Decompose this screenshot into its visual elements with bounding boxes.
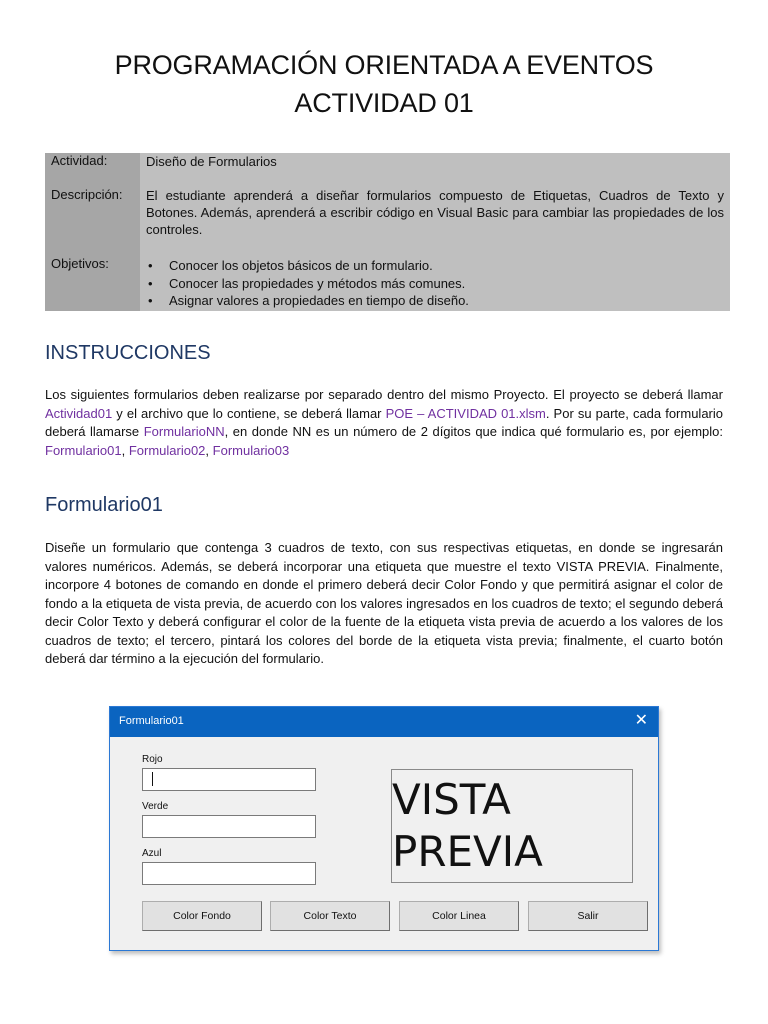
example-form-01: Formulario01 xyxy=(45,442,122,458)
close-icon[interactable]: ✕ xyxy=(634,712,648,729)
text-run: . Por su parte, cada formulario deberá llamarse xyxy=(45,405,723,439)
window-titlebar[interactable] xyxy=(110,707,658,737)
formulario01-paragraph: Diseñe un formulario que contenga 3 cuadros de texto, con sus respectivas etiquetas, en donde se ingresarán valores numéricos. Además, se deberá incorporar una etiqueta que muestre el texto VISTA PREVIA. Finalmente, incorpore 4 botones de comando en donde el primero deberá decir Color Fondo y que permitirá asignar el color de fondo a la etiqueta de vista previa, de acuerdo con los valores ingresados en los cuadros de texto; el segundo deberá decir Color Texto y deberá configurar el color de la fuente de la etiqueta vista previa de acuerdo a los valores de los cuadros de texto; el tercero, pintará los colores del borde de la etiqueta vista previa; finalmente, el cuarto botón deberá dar término a la ejecución del formulario. xyxy=(45,540,723,666)
text-run: Los siguientes formularios deben realizarse por separado dentro del mismo Proyecto. El proyecto se deberá llamar xyxy=(45,387,723,402)
text-run: , en donde NN es un número de 2 dígitos que indica qué formulario es, por ejemplo: xyxy=(224,424,723,439)
text-run: , xyxy=(205,442,213,458)
rojo-label: Rojo xyxy=(142,754,163,765)
title-line-1: PROGRAMACIÓN ORIENTADA A EVENTOS xyxy=(114,50,654,80)
form-name-link: FormularioNN xyxy=(143,424,225,439)
preview-line-1: VISTA xyxy=(392,775,511,824)
text-run: y el archivo que lo contiene, se deberá llamar xyxy=(112,405,386,421)
azul-label: Azul xyxy=(142,848,162,859)
text-run: , xyxy=(121,442,129,458)
rojo-input[interactable] xyxy=(142,768,316,791)
color-fondo-button[interactable]: Color Fondo xyxy=(142,901,262,931)
preview-line-2: PREVIA xyxy=(392,827,543,876)
document-title xyxy=(0,46,768,122)
window-title: Formulario01 xyxy=(119,715,184,727)
verde-input[interactable] xyxy=(142,815,316,838)
actividad-value: Diseño de Formularios xyxy=(146,154,277,169)
salir-button[interactable]: Salir xyxy=(528,901,648,931)
vista-previa-label xyxy=(391,769,633,883)
actividad-label: Actividad: xyxy=(51,153,108,168)
project-name-link: Actividad01 xyxy=(45,405,113,421)
descripcion-value: El estudiante aprenderá a diseñar formularios compuesto de Etiquetas, Cuadros de Texto y Botones. Además, aprenderá a escribir código en Visual Basic para cambiar las propiedades de los controles. xyxy=(146,188,724,237)
activity-info-table xyxy=(45,153,730,311)
example-form-03: Formulario03 xyxy=(212,442,290,458)
objetivo-item: • Conocer los objetos básicos de un formulario. xyxy=(146,257,469,275)
example-form-02: Formulario02 xyxy=(128,442,206,458)
azul-input[interactable] xyxy=(142,862,316,885)
label-column xyxy=(45,153,140,311)
color-texto-button[interactable]: Color Texto xyxy=(270,901,390,931)
objetivos-list xyxy=(146,257,469,310)
text-caret xyxy=(152,772,153,786)
preview-text xyxy=(392,774,543,878)
instrucciones-heading: INSTRUCCIONES xyxy=(45,342,211,364)
file-name-link: POE – ACTIVIDAD 01.xlsm xyxy=(385,405,546,421)
descripcion-label: Descripción: xyxy=(51,187,123,202)
objetivo-item: • Asignar valores a propiedades en tiempo de diseño. xyxy=(146,292,469,310)
instrucciones-paragraph xyxy=(45,386,723,460)
color-linea-button[interactable]: Color Linea xyxy=(399,901,519,931)
title-line-2: ACTIVIDAD 01 xyxy=(294,88,474,118)
objetivo-item: • Conocer las propiedades y métodos más comunes. xyxy=(146,275,469,293)
formulario01-heading: Formulario01 xyxy=(45,494,163,516)
verde-label: Verde xyxy=(142,801,169,812)
form-window-screenshot xyxy=(109,706,659,951)
objetivos-label: Objetivos: xyxy=(51,256,109,271)
